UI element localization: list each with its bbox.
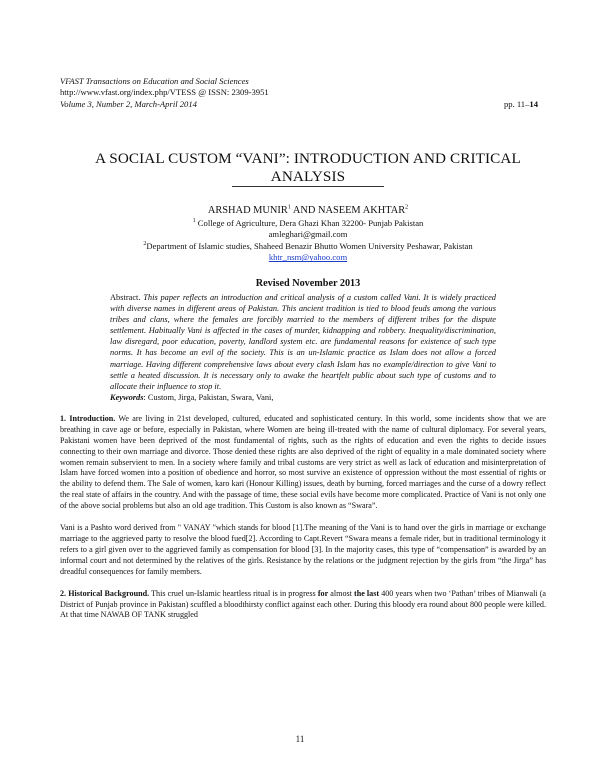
author-and: AND xyxy=(290,205,318,217)
keywords-text: : Custom, Jirga, Pakistan, Swara, Vani, xyxy=(143,392,274,402)
intro-text: We are living in 21st developed, cultured, educated and sophisticated century. In this world, some incidents show that we are breathing in cave age or before, especially in Pakistan, where Women are being ill-treated with the name of cultural diplomacy. For several years, Pakistani women have been deprived of the most fundamental of rights, such as the rights of education and even the rights to decide issues connecting to their own marriage and divorce. Those denied these rights are also deprived of the right of equality in a male dominated society where women remain subservient to men. In a society where family and tribal customs are very strict as well as lack of education and misinterpretation of Islam have forced women into a position of obedience and horror, so most survive an existence of oppression without the most essential of rights or the ability to defend them. The Sale of women, karo kari (Honour Killing) issues, death by burning, forced marriages and the curse of a dowry reflect the real state of affairs in the country. And with the passage of time, these social evils have become more complicated. Practice of Vani is not only one of the above social problems but also an old age tradition. This Custom is also known as “Swara”. xyxy=(60,413,547,511)
email-2-link[interactable]: khtr_nsm@yahoo.com xyxy=(268,252,348,263)
history-text-a: This cruel un-Islamic heartless ritual is in progress xyxy=(149,588,318,598)
intro-paragraph xyxy=(60,414,546,512)
paper-title xyxy=(60,150,556,186)
revised-date: Revised November 2013 xyxy=(255,278,361,289)
journal-volume: Volume 3, Number 2, March-April 2014 xyxy=(60,98,197,109)
page-range xyxy=(504,99,556,110)
author-1: ARSHAD MUNIR xyxy=(207,205,288,217)
affiliation-1 xyxy=(60,218,556,230)
journal-url: http://www.vfast.org/index.php/VTESS @ ISSN: 2309-3951 xyxy=(60,87,269,98)
affiliation-1-text: College of Agriculture, Dera Ghazi Khan 32200- Punjab Pakistan xyxy=(195,217,424,228)
author-line xyxy=(60,205,556,217)
intro-heading: 1. Introduction. xyxy=(60,413,116,423)
title-rule xyxy=(232,186,384,187)
affiliation-2 xyxy=(60,241,556,253)
body-text xyxy=(60,414,556,621)
history-for: for xyxy=(317,588,329,598)
affiliation-2-sup: 2 xyxy=(143,240,147,247)
keywords-label: Keywords xyxy=(110,392,144,402)
affiliation-2-text: Department of Islamic studies, Shaheed Benazir Bhutto Women University Peshawar, Pakistan xyxy=(146,240,473,251)
history-text-c: 400 years when two ‘Pathan’ tribes of Mianwali (a District of Punjab province in Pakistan) scuffled a bloodthirsty conflict against each other. During this bloody era round about 800 people were killed. At that time NAWAB OF TANK struggled xyxy=(60,588,546,620)
history-heading: 2. Historical Background. xyxy=(60,588,150,598)
history-text-b: almost xyxy=(328,588,355,598)
email-1: amleghari@gmail.com xyxy=(268,229,348,240)
volume-row xyxy=(60,99,556,110)
author-2: NASEEM AKHTAR xyxy=(317,205,406,217)
history-paragraph xyxy=(60,589,546,622)
author-2-sup: 2 xyxy=(405,204,409,211)
author-1-sup: 1 xyxy=(287,204,291,211)
page-number: 11 xyxy=(295,734,305,744)
page-range-prefix: pp. 11– xyxy=(503,98,530,109)
journal-header xyxy=(60,76,556,110)
abstract-text: This paper reflects an introduction and critical analysis of a custom called Vani. It is widely practiced with diverse names in different areas of Pakistan. This ancient tradition is tied to blood feuds among the various tribes and clans, where the females are forcibly married to the members of different tribes for the dispute settlement. Habitually Vani is affected in the cases of murder, kidnapping and robbery. Inequality/discrimination, law disregard, poor education, poverty, landlord system etc. are fundamental reasons for existence of such type norms. It has become an evil of the society. This is an un-Islamic practice as Islam does not allow a forced marriage. Having different comprehensive laws about every clash Islam has no example/direction to give Vani to settle a heated discussion. It is necessary only to awake the heartfelt public about such type of customs and to allocate their influence to stop it. xyxy=(110,293,496,391)
vani-paragraph: Vani is a Pashto word derived from " VANAY "which stands for blood [1].The meaning of the Vani is to hand over the girls in marriage or exchange marriage to the aggrieved party to resolve the blood fued[2]. According to Capt.Revert “Swara means a female rider, but in traditional terminology it refers to a girl given over to the aggrieved family as compensation for blood [3]. In the majority cases, this type of “compensation” is awarded by an informal court and not determined by the relatives of the girls. Resistance by the relations or the judgment rejection by the girls from “the Jirga” has dreadful consequences for family members. xyxy=(60,523,546,576)
page-range-end: 14 xyxy=(529,98,538,109)
abstract xyxy=(60,292,556,403)
history-last: the last xyxy=(354,588,380,598)
journal-name: VFAST Transactions on Education and Social Sciences xyxy=(60,76,249,86)
affiliations xyxy=(60,218,556,264)
title-line-1: A SOCIAL CUSTOM “VANI”: INTRODUCTION AND CRITICAL xyxy=(95,150,521,168)
affiliation-1-sup: 1 xyxy=(192,217,196,224)
title-line-2: ANALYSIS xyxy=(270,168,346,186)
abstract-label: Abstract. xyxy=(110,293,144,302)
